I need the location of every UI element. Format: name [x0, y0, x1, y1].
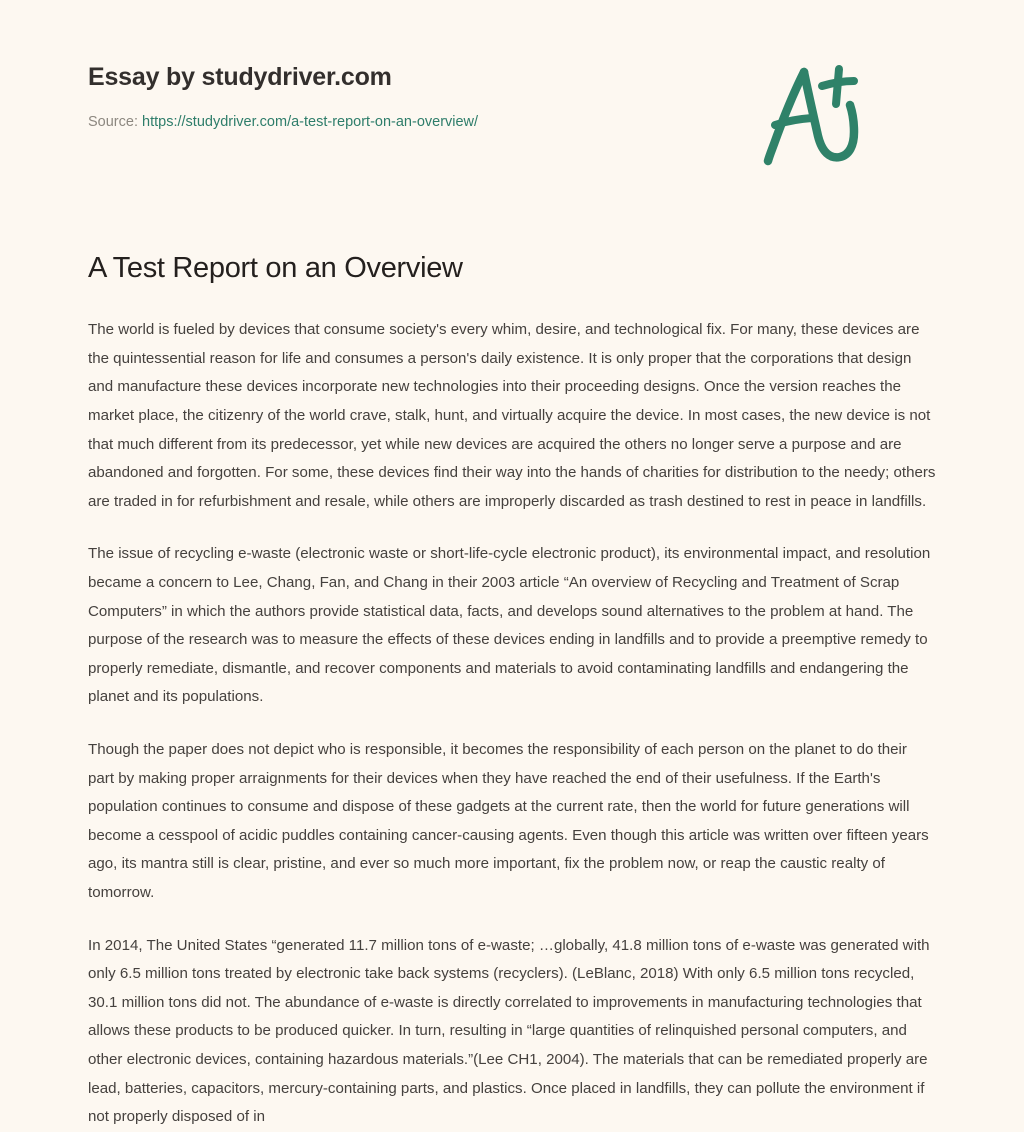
paragraph: The world is fueled by devices that consume society's every whim, desire, and technological fix. For many, these devices are the quintessential reason for life and consumes a person's daily existence. It is only proper that the corporations that design and manufacture these devices incorporate new technologies into their proceeding designs. Once the version reaches the market place, the citizenry of the world crave, stalk, hunt, and virtually acquire the device. In most cases, the new device is not that much different from its predecessor, yet while new devices are acquired the others no longer serve a purpose and are abandoned and forgotten. For some, these devices find their way into the hands of charities for distribution to the needy; others are traded in for refurbishment and resale, while others are improperly discarded as trash destined to rest in peace in landfills.: [88, 321, 936, 510]
source-label: Source:: [88, 114, 138, 130]
article-body: [88, 286, 936, 1131]
paragraph: Though the paper does not depict who is responsible, it becomes the responsibility of each person on the planet to do their part by making proper arraignments for their devices when they have reached the end of their usefulness. If the Earth's population continues to consume and dispose of these gadgets at the current rate, then the world for future generations will become a cesspool of acidic puddles containing cancer-causing agents. Even though this article was written over fifteen years ago, its mantra still is clear, pristine, and ever so much more important, fix the problem now, or reap the caustic realty of tomorrow.: [88, 740, 929, 901]
paragraph: The issue of recycling e-waste (electronic waste or short-life-cycle electronic product), its environmental impact, and resolution became a concern to Lee, Chang, Fan, and Chang in their 2003 article “An overview of Recycling and Treatment of Scrap Computers” in which the authors provide statistical data, facts, and develops sound alternatives to the problem at hand. The purpose of the research was to measure the effects of these devices ending in landfills and to provide a preemptive remedy to properly remediate, dismantle, and recover components and materials to avoid contaminating landfills and endangering the planet and its populations.: [88, 545, 931, 706]
page-header: [88, 0, 936, 130]
byline: Essay by studydriver.com: [88, 63, 392, 91]
studydriver-aplus-logo-icon: [746, 58, 876, 170]
source-url-link[interactable]: https://studydriver.com/a-test-report-on-an-overview/: [142, 114, 479, 130]
paragraph: In 2014, The United States “generated 11.7 million tons of e-waste; …globally, 41.8 million tons of e-waste was generated with only 6.5 million tons treated by electronic take back systems (recyclers). (LeBlanc, 2018) With only 6.5 million tons recycled, 30.1 million tons did not. The abundance of e-waste is directly correlated to improvements in manufacturing technologies that allows these products to be produced quicker. In turn, resulting in “large quantities of relinquished personal computers, and other electronic devices, containing hazardous materials.”(Lee CH1, 2004). The materials that can be remediated properly are lead, batteries, capacitors, mercury-containing parts, and plastics. Once placed in landfills, they can pollute the environment if not properly disposed of in: [88, 936, 930, 1126]
page-title: A Test Report on an Overview: [88, 252, 463, 284]
